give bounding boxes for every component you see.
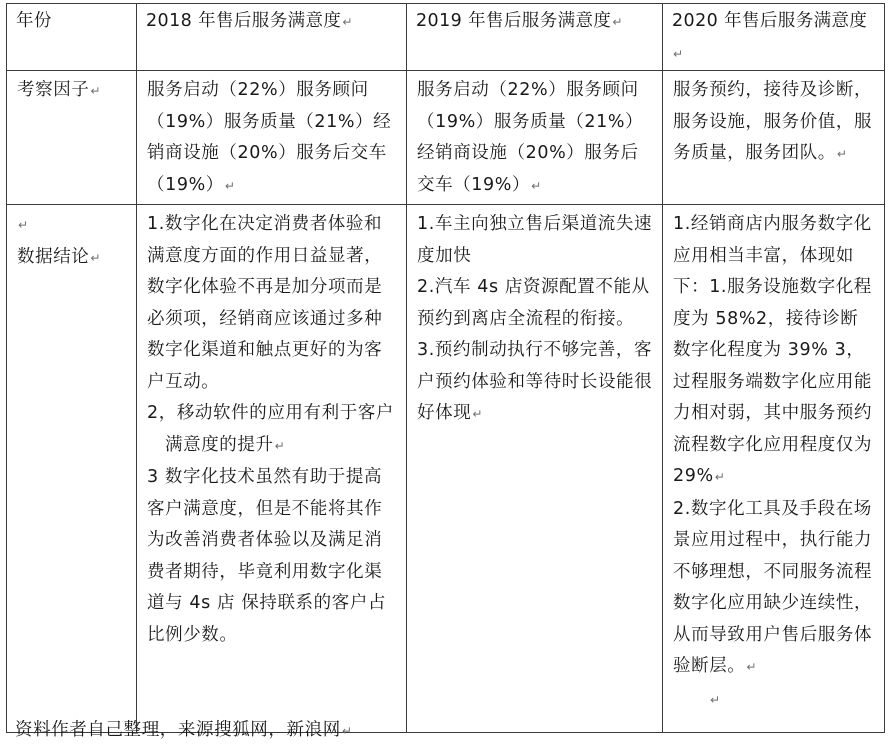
conclusion-2020-item-1: 1.经销商店内服务数字化应用相当丰富，体现如下：1.服务设施数字化程度为 58%2，接待诊断数字化程度为 39% 3，过程服务端数字化应用能力相对弱，其中服务预约流程数字化应用程度仅为 29%↵ <box>673 214 873 486</box>
factors-2018-cell <box>137 71 407 205</box>
paragraph-mark-icon: ↵ <box>531 178 542 193</box>
paragraph-mark-icon: ↵ <box>341 724 353 738</box>
conclusions-2018-cell <box>137 205 407 733</box>
paragraph-mark-icon: ↵ <box>18 218 29 232</box>
header-cell-2019 <box>407 4 663 71</box>
paragraph-mark-icon: ↵ <box>342 15 353 29</box>
factors-label-cell <box>7 71 137 205</box>
conclusion-2018-item-2: 2，移动软件的应用有利于客户满意度的提升↵ <box>147 403 395 455</box>
paragraph-mark-icon: ↵ <box>224 178 236 193</box>
factors-2018: 服务启动（22%）服务顾问（19%）服务质量（21%）经销商设施（20%）服务后交车（19%） <box>147 80 392 195</box>
conclusions-row <box>7 205 885 733</box>
source-footnote: 资料作者自己整理，来源搜狐网，新浪网↵ <box>15 720 353 740</box>
factors-2020-cell <box>663 71 885 205</box>
header-cell-2020 <box>663 4 885 71</box>
header-cell-2018 <box>137 4 407 71</box>
conclusion-2019-item-3: 3.预约制动执行不够完善，客户预约体验和等待时长设能很好体现↵ <box>417 340 653 423</box>
conclusion-2019-item-2: 2.汽车 4s 店资源配置不能从预约到离店全流程的衔接。 <box>417 277 650 329</box>
paragraph-mark-icon: ↵ <box>612 15 623 29</box>
header-2019: 2019 年售后服务满意度 <box>416 11 612 31</box>
factors-2019: 服务启动（22%）服务顾问（19%）服务质量（21%）经销商设施（20%）服务后交车（19%） <box>417 80 644 195</box>
paragraph-mark-icon: ↵ <box>472 407 483 421</box>
paragraph-mark-icon: ↵ <box>274 438 286 453</box>
paragraph-mark-icon: ↵ <box>714 470 726 484</box>
conclusions-2019-cell <box>407 205 663 733</box>
conclusions-2020-cell <box>663 205 885 733</box>
conclusion-2019-item-1: 1.车主向独立售后渠道流失速度加快 <box>417 214 653 266</box>
paragraph-mark-icon: ↵ <box>710 692 721 707</box>
conclusion-2018-item-1: 1.数字化在决定消费者体验和满意度方面的作用日益显著，数字化体验不再是加分项而是必须项，经销商应该通过多种数字化渠道和触点更好的为客户互动。 <box>147 214 383 392</box>
header-2018: 2018 年售后服务满意度 <box>146 11 342 31</box>
conclusions-label-cell <box>7 205 137 733</box>
factors-row <box>7 71 885 205</box>
header-2020: 2020 年售后服务满意度 <box>672 11 868 31</box>
factors-2019-cell <box>407 71 663 205</box>
conclusion-2018-item-3: 3 数字化技术虽然有助于提高客户满意度，但是不能将其作为改善消费者体验以及满足消费者期待，毕竟利用数字化渠道与 4s 店 保持联系的客户占比例少数。 <box>147 467 387 645</box>
header-cell-year <box>7 4 137 71</box>
conclusions-label: 数据结论 <box>17 246 90 267</box>
paragraph-mark-icon: ↵ <box>673 46 684 61</box>
paragraph-mark-icon: ↵ <box>90 250 102 265</box>
header-row <box>7 4 885 71</box>
paragraph-mark-icon: ↵ <box>836 147 848 161</box>
satisfaction-table <box>6 3 885 733</box>
factors-label: 考察因子 <box>17 80 90 100</box>
year-label: 年份 <box>16 11 52 31</box>
factors-2020: 服务预约，接待及诊断，服务设施，服务价值，服务质量，服务团队。 <box>673 80 873 163</box>
paragraph-mark-icon: ↵ <box>90 84 102 98</box>
paragraph-mark-icon: ↵ <box>746 660 758 674</box>
conclusion-2020-item-2: 2.数字化工具及手段在场景应用过程中，执行能力不够理想，不同服务流程数字化应用缺少连续性，从而导致用户售后服务体验断层。↵ <box>673 498 873 676</box>
